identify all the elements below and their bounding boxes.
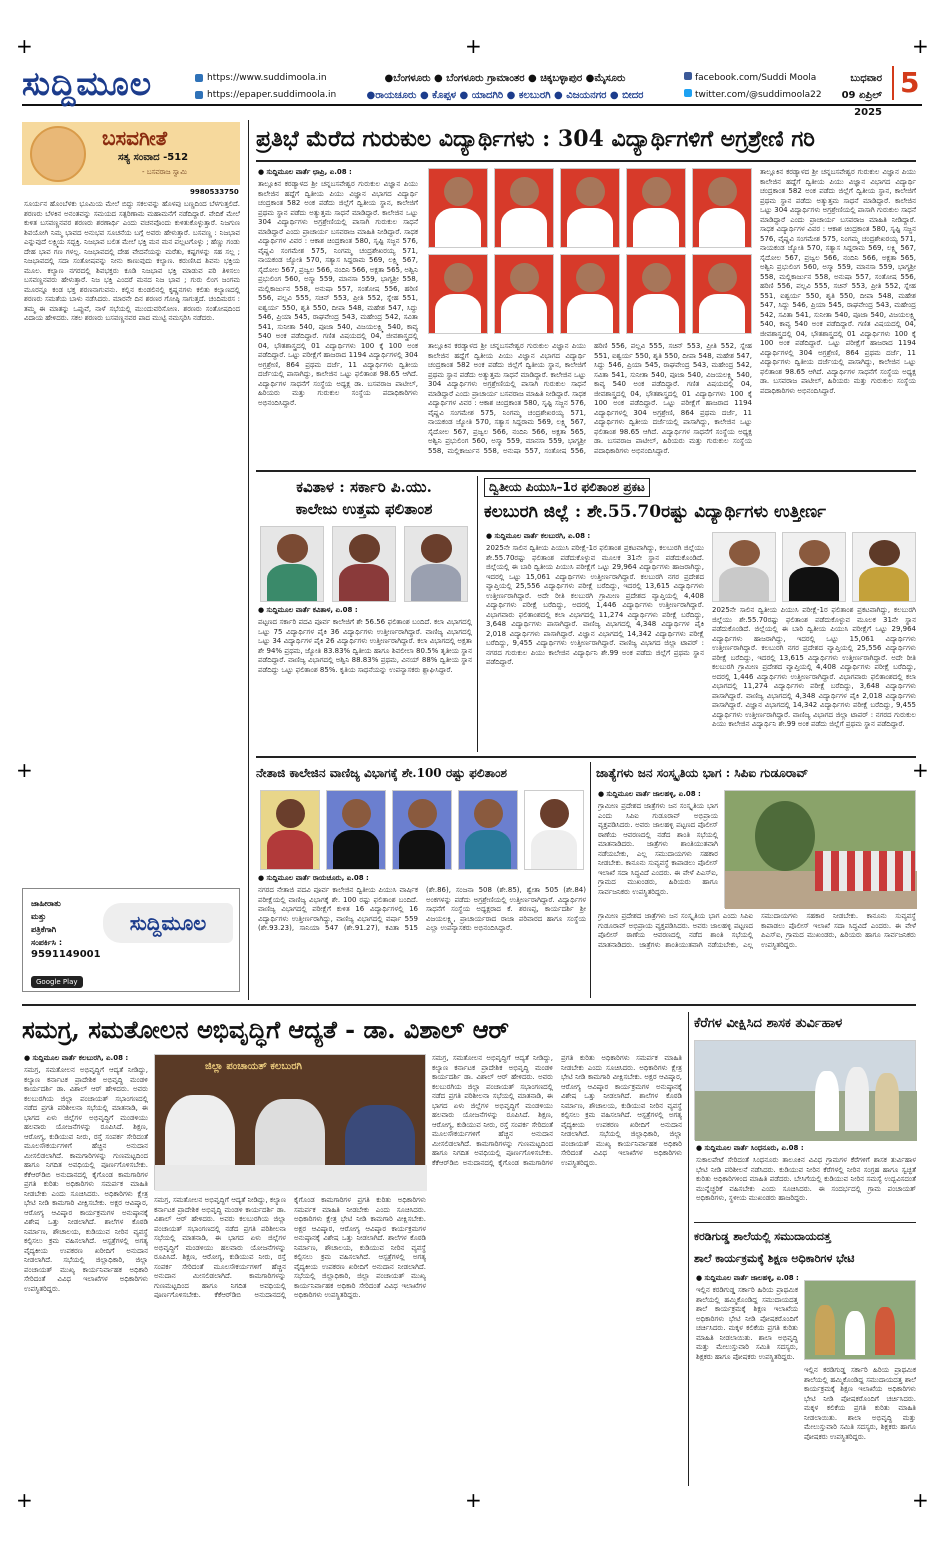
jati-body-lower: ಗ್ರಾಮೀಣ ಪ್ರದೇಶದ ಜಾತ್ರೆಗಳು ಜನ ಸಂಸ್ಕೃತಿಯ ಭಾಗ ಎಂದು ಸಿಪಿಐ ಗುಡೂರಾವ್ ಅಭಿಪ್ರಾಯ ವ್ಯಕ್ತಪಡಿಸಿದರು. ಅವರು ಜಾಲಹಳ್ಳಿ ಪಟ್ಟಣದ ಪೊಲೀಸ್ ಠಾಣೆಯ ಆವರಣದಲ್ಲಿ ನಡೆದ ಶಾಂತಿ ಸಭೆಯಲ್ಲಿ ಮಾತನಾಡಿದರು. ಜಾತ್ರೆಗಳು ಶಾಂತಿಯುತವಾಗಿ ನಡೆಯಬೇಕು, ಎಲ್ಲ ಸಮುದಾಯಗಳು ಸಹಕಾರ ನೀಡಬೇಕು. ಕಾನೂನು ಸುವ್ಯವಸ್ಥೆ ಕಾಪಾಡಲು ಪೊಲೀಸ್ ಇಲಾಖೆ ಸದಾ ಸಿದ್ಧವಿದೆ ಎಂದರು. ಈ ವೇಳೆ ಪಿಎಸ್ಐ, ಗ್ರಾಮದ ಮುಖಂಡರು, ಹಿರಿಯರು ಹಾಗೂ ಸಾರ್ವಜನಿಕರು ಉಪಸ್ಥಿತರಿದ್ದರು.	[598, 912, 916, 949]
student-photo	[494, 254, 554, 334]
section-rule	[694, 1222, 916, 1223]
kere-byline: ● ಸುದ್ದಿಮೂಲ ವಾರ್ತೆ ಸಿಂಧನೂರು, ಏ.08 :	[696, 1144, 804, 1152]
column-divider	[688, 1012, 689, 1486]
headline-rule	[256, 160, 916, 162]
basava-subtitle: ಸತ್ಯ ಸಂವಾದ -512	[118, 152, 189, 163]
registration-mark-top-left: +	[16, 34, 33, 58]
samagra-body-col3: ಸಮಗ್ರ, ಸಮತೋಲನ ಅಭಿವೃದ್ಧಿಗೆ ಆದ್ಯತೆ ನೀಡಿದ್ದು, ಕಲ್ಯಾಣ ಕರ್ನಾಟಕ ಪ್ರಾದೇಶಿಕ ಅಭಿವೃದ್ಧಿ ಮಂಡಳಿ ಕಾರ್ಯದರ್ಶಿ ಡಾ. ವಿಶಾಲ್ ಆರ್ ಹೇಳಿದರು. ಅವರು ಕಲಬುರಗಿಯ ಜಿಲ್ಲಾ ಪಂಚಾಯತ್ ಸಭಾಂಗಣದಲ್ಲಿ ನಡೆದ ಪ್ರಗತಿ ಪರಿಶೀಲನಾ ಸಭೆಯಲ್ಲಿ ಮಾತನಾಡಿ, ಈ ಭಾಗದ ಏಳು ಜಿಲ್ಲೆಗಳ ಅಭಿವೃದ್ಧಿಗೆ ಮಂಡಳಿಯು ಹಲವಾರು ಯೋಜನೆಗಳನ್ನು ರೂಪಿಸಿದೆ. ಶಿಕ್ಷಣ, ಆರೋಗ್ಯ, ಕುಡಿಯುವ ನೀರು, ರಸ್ತೆ ಸಂಪರ್ಕ ಸೇರಿದಂತೆ ಮೂಲಸೌಕರ್ಯಗಳಿಗೆ ಹೆಚ್ಚಿನ ಅನುದಾನ ಮೀಸಲಿಡಲಾಗಿದೆ. ಕಾಮಗಾರಿಗಳನ್ನು ಗುಣಮಟ್ಟದಿಂದ ಹಾಗೂ ನಿಗದಿತ ಅವಧಿಯಲ್ಲಿ ಪೂರ್ಣಗೊಳಿಸಬೇಕು. ಕೆಕೆಆರ್‌ಡಿಬಿ ಅನುದಾನದಲ್ಲಿ ಕೈಗೊಂಡ ಕಾಮಗಾರಿಗಳ ಪ್ರಗತಿ ಕುರಿತು ಅಧಿಕಾರಿಗಳು ಸಮರ್ಪಕ ಮಾಹಿತಿ ನೀಡಬೇಕು ಎಂದು ಸೂಚಿಸಿದರು. ಅಧಿಕಾರಿಗಳು ಕ್ಷೇತ್ರ ಭೇಟಿ ನೀಡಿ ಕಾಮಗಾರಿ ವೀಕ್ಷಿಸಬೇಕು. ಅಕ್ಷರ ಆವಿಷ್ಕಾರ, ಆರೋಗ್ಯ ಆವಿಷ್ಕಾರ ಕಾರ್ಯಕ್ರಮಗಳ ಅನುಷ್ಠಾನಕ್ಕೆ ವಿಶೇಷ ಒತ್ತು ನೀಡಲಾಗಿದೆ. ಶಾಲೆಗಳ ಕೊಠಡಿ ನಿರ್ಮಾಣ, ಶೌಚಾಲಯ, ಕುಡಿಯುವ ನೀರಿನ ವ್ಯವಸ್ಥೆ ಕಲ್ಪಿಸಲು ಕ್ರಮ ವಹಿಸಲಾಗಿದೆ. ಆಸ್ಪತ್ರೆಗಳಲ್ಲಿ ಅಗತ್ಯ ವೈದ್ಯಕೀಯ ಉಪಕರಣ ಖರೀದಿಗೆ ಅನುದಾನ ನೀಡಲಾಗಿದೆ. ಸಭೆಯಲ್ಲಿ ಜಿಲ್ಲಾಧಿಕಾರಿ, ಜಿಲ್ಲಾ ಪಂಚಾಯತ್ ಮುಖ್ಯ ಕಾರ್ಯನಿರ್ವಾಹಕ ಅಧಿಕಾರಿ ಸೇರಿದಂತೆ ವಿವಿಧ ಇಲಾಖೆಗಳ ಅಧಿಕಾರಿಗಳು ಉಪಸ್ಥಿತರಿದ್ದರು.	[432, 1054, 682, 1167]
kalaburagi-byline: ● ಸುದ್ದಿಮೂಲ ವಾರ್ತೆ ಕಲಬುರಗಿ, ಏ.08 :	[486, 532, 591, 540]
samagra-byline: ● ಸುದ್ದಿಮೂಲ ವಾರ್ತೆ ಕಲಬುರಗಿ, ಏ.08 :	[24, 1054, 129, 1062]
kalaburagi-headline: ಕಲಬುರಗಿ ಜಿಲ್ಲೆ : ಶೇ.55.70ರಷ್ಟು ವಿದ್ಯಾರ್ಥಿಗಳು ಉತ್ತೀರ್ಣ	[484, 502, 826, 522]
basava-author: - ಬಸವರಾಜ ಸ್ವಾಮಿ	[142, 168, 187, 176]
kavitala-student-photo	[332, 526, 396, 602]
ad-logo-banner: ಸುದ್ದಿಮೂಲ	[103, 903, 233, 943]
kalaburagi-student-photo	[782, 532, 846, 602]
facebook-link[interactable]: facebook.com/Suddi Moola	[684, 70, 822, 87]
website-links	[195, 70, 336, 104]
edition-towns	[340, 70, 670, 104]
student-photo	[428, 254, 488, 334]
kavitala-student-photo	[260, 526, 324, 602]
column-divider	[248, 120, 249, 1000]
google-play-badge[interactable]: Google Play	[31, 969, 83, 988]
section-rule	[256, 756, 916, 758]
jati-body: ಗ್ರಾಮೀಣ ಪ್ರದೇಶದ ಜಾತ್ರೆಗಳು ಜನ ಸಂಸ್ಕೃತಿಯ ಭಾಗ ಎಂದು ಸಿಪಿಐ ಗುಡೂರಾವ್ ಅಭಿಪ್ರಾಯ ವ್ಯಕ್ತಪಡಿಸಿದರು. ಅವರು ಜಾಲಹಳ್ಳಿ ಪಟ್ಟಣದ ಪೊಲೀಸ್ ಠಾಣೆಯ ಆವರಣದಲ್ಲಿ ನಡೆದ ಶಾಂತಿ ಸಭೆಯಲ್ಲಿ ಮಾತನಾಡಿದರು. ಜಾತ್ರೆಗಳು ಶಾಂತಿಯುತವಾಗಿ ನಡೆಯಬೇಕು, ಎಲ್ಲ ಸಮುದಾಯಗಳು ಸಹಕಾರ ನೀಡಬೇಕು. ಕಾನೂನು ಸುವ್ಯವಸ್ಥೆ ಕಾಪಾಡಲು ಪೊಲೀಸ್ ಇಲಾಖೆ ಸದಾ ಸಿದ್ಧವಿದೆ ಎಂದರು. ಈ ವೇಳೆ ಪಿಎಸ್ಐ, ಗ್ರಾಮದ ಮುಖಂಡರು, ಹಿರಿಯರು ಹಾಗೂ ಸಾರ್ವಜನಿಕರು ಉಪಸ್ಥಿತರಿದ್ದರು.	[598, 802, 718, 896]
column-divider	[590, 762, 591, 998]
main-body-right: ತಾಲ್ಲೂಕಿನ ಕರಡ್ಯಾಳದ ಶ್ರೀ ಚನ್ನಬಸವೇಶ್ವರ ಗುರುಕುಲ ವಿಜ್ಞಾನ ಪಿಯು ಕಾಲೇಜಿನ ಹದ್ದೆಗೆ ದ್ವಿತೀಯ ಪಿಯು ವಿಜ್ಞಾನ ವಿಭಾಗದ ವಿದ್ಯಾರ್ಥಿ ಚಂದ್ರಕಾಂತ 582 ಅಂಕ ಪಡೆದು ಜಿಲ್ಲೆಗೆ ದ್ವಿತೀಯ ಸ್ಥಾನ, ಕಾಲೇಜಿಗೆ ಪ್ರಥಮ ಸ್ಥಾನ ಪಡೆದು ಅತ್ಯುತ್ತಮ ಸಾಧನೆ ಮಾಡಿದ್ದಾರೆ. ಕಾಲೇಜಿನ ಒಟ್ಟು 304 ವಿದ್ಯಾರ್ಥಿಗಳು ಅಗ್ರಶ್ರೇಣಿಯಲ್ಲಿ ಪಾಸಾಗಿ ಗುರುಕುಲ ಸಾಧನೆ ಮಾಡಿದ್ದಾರೆ ಎಂದು ಪ್ರಾಚಾರ್ಯ ಬಸವರಾಜ ಮಾಹಿತಿ ನೀಡಿದ್ದಾರೆ. ಸಾಧಕ ವಿದ್ಯಾರ್ಥಿಗಳ ವಿವರ : ಆಕಾಶ ಚಿಂದ್ರಕಾಂತ 580, ಸೃಷ್ಟಿ ಸಜ್ಜನ 576, ವೈಷ್ಣವಿ ಸಂಗಮೇಶ 575, ನಿಂಗಮ್ಮ ಚಂದ್ರಶೇಖರಯ್ಯ 571, ನಾಯಕಂಡ ಜ್ಯೋತಿ 570, ಸತ್ಯಾಸ ಸಿದ್ದರಾಮ 569, ಲಕ್ಷ್ಮಿ 567, ಸೈದೋಲ 567, ಪ್ರಜ್ವಲ 566, ನಂದಿನಿ 566, ಅಕ್ಷತಾ 565, ಅಶ್ವಿನಿ ಪ್ರಭುಲಿಂಗ 560, ಅಸ್ಮಾ 559, ಮಾನಸಾ 559, ಭಾಗ್ಯಶ್ರೀ 558, ಮಲ್ಲಿಕಾರ್ಜುನ 558, ಅನುಷಾ 557, ಸಂತೋಷ 556, ಹರಿಣಿ 556, ಪಲ್ಲವಿ 555, ಸಚಿನ್ 553, ಪ್ರೀತಿ 552, ಸ್ನೇಹ 551, ಐಶ್ವರ್ಯ 550, ಶೃತಿ 550, ದೀಪಾ 548, ಮಹೇಶ 547, ಸಿದ್ದು 546, ಪ್ರಿಯಾ 545, ರಾಘವೇಂದ್ರ 543, ಮಹೇಂದ್ರ 542, ಸವಿತಾ 541, ಸುನೀತಾ 540, ಪೂಜಾ 540, ವಿಜಯಲಕ್ಷ್ಮಿ 540, ಕಾವ್ಯ 540 ಅಂಕ ಪಡೆದಿದ್ದಾರೆ. ಗಣಿತ ವಿಷಯದಲ್ಲಿ 04, ಜೀವಶಾಸ್ತ್ರದಲ್ಲಿ 04, ಭೌತಶಾಸ್ತ್ರದಲ್ಲಿ 01 ವಿದ್ಯಾರ್ಥಿಗಳು 100 ಕ್ಕೆ 100 ಅಂಕ ಪಡೆದಿದ್ದಾರೆ. ಒಟ್ಟು ಪರೀಕ್ಷೆಗೆ ಹಾಜರಾದ 1194 ವಿದ್ಯಾರ್ಥಿಗಳಲ್ಲಿ 304 ಅಗ್ರಶ್ರೇಣಿ, 864 ಪ್ರಥಮ ದರ್ಜೆ, 11 ವಿದ್ಯಾರ್ಥಿಗಳು ದ್ವಿತೀಯ ದರ್ಜೆಯಲ್ಲಿ ಪಾಸಾಗಿದ್ದು, ಕಾಲೇಜಿನ ಒಟ್ಟು ಫಲಿತಾಂಶ 98.65 ಆಗಿದೆ. ವಿದ್ಯಾರ್ಥಿಗಳ ಸಾಧನೆಗೆ ಸಂಸ್ಥೆಯ ಅಧ್ಯಕ್ಷ ಡಾ. ಬಸವರಾಜ ಪಾಟೀಲ್, ಹಿರಿಯರು ಮತ್ತು ಗುರುಕುಲ ಸಂಸ್ಥೆಯ ಪದಾಧಿಕಾರಿಗಳು ಅಭಿನಂದಿಸಿದ್ದಾರೆ.	[760, 168, 916, 395]
main-body-center: ತಾಲ್ಲೂಕಿನ ಕರಡ್ಯಾಳದ ಶ್ರೀ ಚನ್ನಬಸವೇಶ್ವರ ಗುರುಕುಲ ವಿಜ್ಞಾನ ಪಿಯು ಕಾಲೇಜಿನ ಹದ್ದೆಗೆ ದ್ವಿತೀಯ ಪಿಯು ವಿಜ್ಞಾನ ವಿಭಾಗದ ವಿದ್ಯಾರ್ಥಿ ಚಂದ್ರಕಾಂತ 582 ಅಂಕ ಪಡೆದು ಜಿಲ್ಲೆಗೆ ದ್ವಿತೀಯ ಸ್ಥಾನ, ಕಾಲೇಜಿಗೆ ಪ್ರಥಮ ಸ್ಥಾನ ಪಡೆದು ಅತ್ಯುತ್ತಮ ಸಾಧನೆ ಮಾಡಿದ್ದಾರೆ. ಕಾಲೇಜಿನ ಒಟ್ಟು 304 ವಿದ್ಯಾರ್ಥಿಗಳು ಅಗ್ರಶ್ರೇಣಿಯಲ್ಲಿ ಪಾಸಾಗಿ ಗುರುಕುಲ ಸಾಧನೆ ಮಾಡಿದ್ದಾರೆ ಎಂದು ಪ್ರಾಚಾರ್ಯ ಬಸವರಾಜ ಮಾಹಿತಿ ನೀಡಿದ್ದಾರೆ. ಸಾಧಕ ವಿದ್ಯಾರ್ಥಿಗಳ ವಿವರ : ಆಕಾಶ ಚಿಂದ್ರಕಾಂತ 580, ಸೃಷ್ಟಿ ಸಜ್ಜನ 576, ವೈಷ್ಣವಿ ಸಂಗಮೇಶ 575, ನಿಂಗಮ್ಮ ಚಂದ್ರಶೇಖರಯ್ಯ 571, ನಾಯಕಂಡ ಜ್ಯೋತಿ 570, ಸತ್ಯಾಸ ಸಿದ್ದರಾಮ 569, ಲಕ್ಷ್ಮಿ 567, ಸೈದೋಲ 567, ಪ್ರಜ್ವಲ 566, ನಂದಿನಿ 566, ಅಕ್ಷತಾ 565, ಅಶ್ವಿನಿ ಪ್ರಭುಲಿಂಗ 560, ಅಸ್ಮಾ 559, ಮಾನಸಾ 559, ಭಾಗ್ಯಶ್ರೀ 558, ಮಲ್ಲಿಕಾರ್ಜುನ 558, ಅನುಷಾ 557, ಸಂತೋಷ 556, ಹರಿಣಿ 556, ಪಲ್ಲವಿ 555, ಸಚಿನ್ 553, ಪ್ರೀತಿ 552, ಸ್ನೇಹ 551, ಐಶ್ವರ್ಯ 550, ಶೃತಿ 550, ದೀಪಾ 548, ಮಹೇಶ 547, ಸಿದ್ದು 546, ಪ್ರಿಯಾ 545, ರಾಘವೇಂದ್ರ 543, ಮಹೇಂದ್ರ 542, ಸವಿತಾ 541, ಸುನೀತಾ 540, ಪೂಜಾ 540, ವಿಜಯಲಕ್ಷ್ಮಿ 540, ಕಾವ್ಯ 540 ಅಂಕ ಪಡೆದಿದ್ದಾರೆ. ಗಣಿತ ವಿಷಯದಲ್ಲಿ 04, ಜೀವಶಾಸ್ತ್ರದಲ್ಲಿ 04, ಭೌತಶಾಸ್ತ್ರದಲ್ಲಿ 01 ವಿದ್ಯಾರ್ಥಿಗಳು 100 ಕ್ಕೆ 100 ಅಂಕ ಪಡೆದಿದ್ದಾರೆ. ಒಟ್ಟು ಪರೀಕ್ಷೆಗೆ ಹಾಜರಾದ 1194 ವಿದ್ಯಾರ್ಥಿಗಳಲ್ಲಿ 304 ಅಗ್ರಶ್ರೇಣಿ, 864 ಪ್ರಥಮ ದರ್ಜೆ, 11 ವಿದ್ಯಾರ್ಥಿಗಳು ದ್ವಿತೀಯ ದರ್ಜೆಯಲ್ಲಿ ಪಾಸಾಗಿದ್ದು, ಕಾಲೇಜಿನ ಒಟ್ಟು ಫಲಿತಾಂಶ 98.65 ಆಗಿದೆ. ವಿದ್ಯಾರ್ಥಿಗಳ ಸಾಧನೆಗೆ ಸಂಸ್ಥೆಯ ಅಧ್ಯಕ್ಷ ಡಾ. ಬಸವರಾಜ ಪಾಟೀಲ್, ಹಿರಿಯರು ಮತ್ತು ಗುರುಕುಲ ಸಂಸ್ಥೆಯ ಪದಾಧಿಕಾರಿಗಳು ಅಭಿನಂದಿಸಿದ್ದಾರೆ.	[428, 342, 752, 455]
tree-icon	[755, 801, 815, 871]
karadi-byline: ● ಸುದ್ದಿಮೂಲ ವಾರ್ತೆ ಜಾಲಹಳ್ಳಿ, ಏ.08 :	[696, 1274, 799, 1282]
samagra-body-col1: ಸಮಗ್ರ, ಸಮತೋಲನ ಅಭಿವೃದ್ಧಿಗೆ ಆದ್ಯತೆ ನೀಡಿದ್ದು, ಕಲ್ಯಾಣ ಕರ್ನಾಟಕ ಪ್ರಾದೇಶಿಕ ಅಭಿವೃದ್ಧಿ ಮಂಡಳಿ ಕಾರ್ಯದರ್ಶಿ ಡಾ. ವಿಶಾಲ್ ಆರ್ ಹೇಳಿದರು. ಅವರು ಕಲಬುರಗಿಯ ಜಿಲ್ಲಾ ಪಂಚಾಯತ್ ಸಭಾಂಗಣದಲ್ಲಿ ನಡೆದ ಪ್ರಗತಿ ಪರಿಶೀಲನಾ ಸಭೆಯಲ್ಲಿ ಮಾತನಾಡಿ, ಈ ಭಾಗದ ಏಳು ಜಿಲ್ಲೆಗಳ ಅಭಿವೃದ್ಧಿಗೆ ಮಂಡಳಿಯು ಹಲವಾರು ಯೋಜನೆಗಳನ್ನು ರೂಪಿಸಿದೆ. ಶಿಕ್ಷಣ, ಆರೋಗ್ಯ, ಕುಡಿಯುವ ನೀರು, ರಸ್ತೆ ಸಂಪರ್ಕ ಸೇರಿದಂತೆ ಮೂಲಸೌಕರ್ಯಗಳಿಗೆ ಹೆಚ್ಚಿನ ಅನುದಾನ ಮೀಸಲಿಡಲಾಗಿದೆ. ಕಾಮಗಾರಿಗಳನ್ನು ಗುಣಮಟ್ಟದಿಂದ ಹಾಗೂ ನಿಗದಿತ ಅವಧಿಯಲ್ಲಿ ಪೂರ್ಣಗೊಳಿಸಬೇಕು. ಕೆಕೆಆರ್‌ಡಿಬಿ ಅನುದಾನದಲ್ಲಿ ಕೈಗೊಂಡ ಕಾಮಗಾರಿಗಳ ಪ್ರಗತಿ ಕುರಿತು ಅಧಿಕಾರಿಗಳು ಸಮರ್ಪಕ ಮಾಹಿತಿ ನೀಡಬೇಕು ಎಂದು ಸೂಚಿಸಿದರು. ಅಧಿಕಾರಿಗಳು ಕ್ಷೇತ್ರ ಭೇಟಿ ನೀಡಿ ಕಾಮಗಾರಿ ವೀಕ್ಷಿಸಬೇಕು. ಅಕ್ಷರ ಆವಿಷ್ಕಾರ, ಆರೋಗ್ಯ ಆವಿಷ್ಕಾರ ಕಾರ್ಯಕ್ರಮಗಳ ಅನುಷ್ಠಾನಕ್ಕೆ ವಿಶೇಷ ಒತ್ತು ನೀಡಲಾಗಿದೆ. ಶಾಲೆಗಳ ಕೊಠಡಿ ನಿರ್ಮಾಣ, ಶೌಚಾಲಯ, ಕುಡಿಯುವ ನೀರಿನ ವ್ಯವಸ್ಥೆ ಕಲ್ಪಿಸಲು ಕ್ರಮ ವಹಿಸಲಾಗಿದೆ. ಆಸ್ಪತ್ರೆಗಳಲ್ಲಿ ಅಗತ್ಯ ವೈದ್ಯಕೀಯ ಉಪಕರಣ ಖರೀದಿಗೆ ಅನುದಾನ ನೀಡಲಾಗಿದೆ. ಸಭೆಯಲ್ಲಿ ಜಿಲ್ಲಾಧಿಕಾರಿ, ಜಿಲ್ಲಾ ಪಂಚಾಯತ್ ಮುಖ್ಯ ಕಾರ್ಯನಿರ್ವಾಹಕ ಅಧಿಕಾರಿ ಸೇರಿದಂತೆ ವಿವಿಧ ಇಲಾಖೆಗಳ ಅಧಿಕಾರಿಗಳು ಉಪಸ್ಥಿತರಿದ್ದರು.	[24, 1066, 148, 1293]
samagra-meeting-photo	[154, 1054, 426, 1190]
student-photo-grid	[428, 168, 752, 338]
registration-mark-bottom-left: +	[16, 1488, 33, 1512]
student-photo	[692, 168, 752, 248]
student-photo	[494, 168, 554, 248]
student-photo	[560, 254, 620, 334]
netaji-student-photo	[326, 790, 386, 870]
page-number: 5	[892, 66, 919, 100]
subscription-ad[interactable]	[22, 888, 240, 992]
kavitala-student-photo	[404, 526, 468, 602]
issue-date: ಬುಧವಾರ 09 ಏಪ್ರಿಲ್ 2025	[841, 73, 882, 118]
netaji-headline: ನೇತಾಜಿ ಕಾಲೇಜಿನ ವಾಣಿಜ್ಯ ವಿಭಾಗಕ್ಕೆ ಶೇ.100 ರಷ್ಟು ಫಲಿತಾಂಶ	[256, 766, 508, 780]
section-rule	[22, 1004, 916, 1006]
karadi-school-photo	[804, 1280, 916, 1360]
website-link[interactable]: https://www.suddimoola.in	[195, 70, 336, 87]
student-photo	[428, 168, 488, 248]
social-links	[684, 70, 822, 104]
kavitala-body: ಪಟ್ಟಣದ ಸರ್ಕಾರಿ ಪದವಿ ಪೂರ್ವ ಕಾಲೇಜಿಗೆ ಶೇ 56.56 ಫಲಿತಾಂಶ ಬಂದಿದೆ. ಕಲಾ ವಿಭಾಗದಲ್ಲಿ ಒಟ್ಟು 75 ವಿದ್ಯಾರ್ಥಿಗಳ ಪೈಕಿ 36 ವಿದ್ಯಾರ್ಥಿಗಳು ಉತ್ತೀರ್ಣರಾಗಿದ್ದಾರೆ. ವಾಣಿಜ್ಯ ವಿಭಾಗದಲ್ಲಿ ಒಟ್ಟು 34 ವಿದ್ಯಾರ್ಥಿಗಳ ಪೈಕಿ 26 ವಿದ್ಯಾರ್ಥಿಗಳು ಉತ್ತೀರ್ಣರಾಗಿದ್ದಾರೆ. ಕಲಾ ವಿಭಾಗದಲ್ಲಿ ಅಕ್ಷತಾ ಶೇ 94% ಪ್ರಥಮ, ಜ್ಯೋತಿ 83.83% ದ್ವಿತೀಯ ಹಾಗೂ ಶಿವಲೀಲಾ 80.5% ತೃತೀಯ ಸ್ಥಾನ ಪಡೆದಿದ್ದಾರೆ. ವಾಣಿಜ್ಯ ವಿಭಾಗದಲ್ಲಿ ಅಶ್ವಿನಿ 88.83% ಪ್ರಥಮ, ವಿನಯ್ 88% ದ್ವಿತೀಯ ಸ್ಥಾನ ಪಡೆದಿದ್ದು ಒಟ್ಟು ಫಲಿತಾಂಶ 85%. ಕೃತಿಯ ಸಾಧನೆಯನ್ನು ಉಪನ್ಯಾಸಕರು ಶ್ಲಾಘಿಸಿದ್ದಾರೆ.	[258, 618, 472, 674]
student-photo	[560, 168, 620, 248]
netaji-student-photo	[524, 790, 584, 870]
registration-mark-bottom-center: +	[465, 1488, 482, 1512]
column-divider	[477, 476, 478, 752]
registration-mark-bottom-right: +	[912, 1488, 929, 1512]
main-headline: ಪ್ರತಿಭೆ ಮೆರೆದ ಗುರುಕುಲ ವಿದ್ಯಾರ್ಥಿಗಳು : 304 ವಿದ್ಯಾರ್ಥಿಗಳಿಗೆ ಅಗ್ರಶ್ರೇಣಿ ಗರಿ	[256, 126, 815, 152]
kalaburagi-student-photo	[712, 532, 776, 602]
towns-line-2: ●ರಾಯಚೂರು ● ಕೊಪ್ಪಳ ● ಯಾದಗಿರಿ ● ಕಲಬುರಗಿ ● ವಿಜಯನಗರ ● ಬೀದರ	[366, 90, 644, 101]
globe-icon	[195, 74, 203, 82]
kere-headline: ಕೆರೆಗಳ ವೀಕ್ಷಿಸಿದ ಶಾಸಕ ತುರ್ವಿಹಾಳ	[694, 1016, 843, 1031]
student-photo	[626, 168, 686, 248]
twitter-link[interactable]: twitter.com/@suddimoola22	[684, 87, 822, 104]
netaji-student-photo	[260, 790, 320, 870]
student-photo	[626, 254, 686, 334]
netaji-byline: ● ಸುದ್ದಿಮೂಲ ವಾರ್ತೆ ರಾಯಚೂರು, ಏ.08 :	[258, 874, 369, 882]
jati-headline: ಜಾತ್ಯೆಗಳು ಜನ ಸಂಸ್ಕೃತಿಯ ಭಾಗ : ಸಿಪಿಐ ಗುಡೂರಾವ್	[596, 766, 809, 780]
netaji-student-photo	[392, 790, 452, 870]
section-rule	[256, 470, 916, 472]
basava-header-box	[22, 122, 240, 185]
portrait-icon	[30, 126, 86, 182]
karadi-headline: ಕರಡಿಗುಡ್ಡ ಶಾಲೆಯಲ್ಲಿ ಸಮುದಾಯದತ್ತ ಶಾಲೆ ಕಾರ್ಯಕ್ರಮಕ್ಕೆ ಶಿಕ್ಷಣ ಅಧಿಕಾರಿಗಳ ಭೇಟಿ	[694, 1230, 855, 1265]
netaji-student-photo	[458, 790, 518, 870]
ad-phone: 9591149001	[31, 949, 101, 960]
registration-mark-top-center: +	[465, 34, 482, 58]
epaper-link[interactable]: https://epaper.suddimoola.in	[195, 87, 336, 104]
jati-meeting-photo	[724, 790, 916, 908]
kalaburagi-kicker: ದ್ವಿತೀಯ ಪಿಯುಸಿ–1ರ ಫಲಿತಾಂಶ ಪ್ರಕಟ	[484, 478, 650, 497]
kalaburagi-body: 2025ನೇ ಸಾಲಿನ ದ್ವಿತೀಯ ಪಿಯುಸಿ ಪರೀಕ್ಷೆ-1ರ ಫಲಿತಾಂಶ ಪ್ರಕಟವಾಗಿದ್ದು, ಕಲಬುರಗಿ ಜಿಲ್ಲೆಯು ಶೇ.55.70ರಷ್ಟು ಫಲಿತಾಂಶ ಪಡೆದುಕೊಳ್ಳುವ ಮೂಲಕ 31ನೇ ಸ್ಥಾನ ಪಡೆದುಕೊಂಡಿದೆ. ಜಿಲ್ಲೆಯಲ್ಲಿ ಈ ಬಾರಿ ದ್ವಿತೀಯ ಪಿಯುಸಿ ಪರೀಕ್ಷೆಗೆ ಒಟ್ಟು 29,964 ವಿದ್ಯಾರ್ಥಿಗಳು ಹಾಜರಾಗಿದ್ದು, ಇದರಲ್ಲಿ ಒಟ್ಟು 15,061 ವಿದ್ಯಾರ್ಥಿಗಳು ಉತ್ತೀರ್ಣರಾಗಿದ್ದಾರೆ. ಕಲಬುರಗಿ ನಗರ ಪ್ರದೇಶದ ವ್ಯಾಪ್ತಿಯಲ್ಲಿ 25,556 ವಿದ್ಯಾರ್ಥಿಗಳು ಪರೀಕ್ಷೆ ಬರೆದಿದ್ದು, ಇದರಲ್ಲಿ 13,615 ವಿದ್ಯಾರ್ಥಿಗಳು ಉತ್ತೀರ್ಣರಾಗಿದ್ದಾರೆ. ಅದೇ ರೀತಿ ಕಲಬುರಗಿ ಗ್ರಾಮೀಣ ಪ್ರದೇಶದ ವ್ಯಾಪ್ತಿಯಲ್ಲಿ 4,408 ವಿದ್ಯಾರ್ಥಿಗಳು ಪರೀಕ್ಷೆ ಬರೆದಿದ್ದು, ಅದರಲ್ಲಿ 1,446 ವಿದ್ಯಾರ್ಥಿಗಳು ಉತ್ತೀರ್ಣರಾಗಿದ್ದಾರೆ. ವಿಭಾಗವಾರು ಫಲಿತಾಂಶದಲ್ಲಿ ಕಲಾ ವಿಭಾಗದಲ್ಲಿ 11,274 ವಿದ್ಯಾರ್ಥಿಗಳು ಪರೀಕ್ಷೆ ಬರೆದಿದ್ದು, 3,648 ವಿದ್ಯಾರ್ಥಿಗಳು ಪಾಸಾಗಿದ್ದಾರೆ. ವಾಣಿಜ್ಯ ವಿಭಾಗದಲ್ಲಿ 4,348 ವಿದ್ಯಾರ್ಥಿಗಳ ಪೈಕಿ 2,018 ವಿದ್ಯಾರ್ಥಿಗಳು ಪಾಸಾಗಿದ್ದಾರೆ. ವಿಜ್ಞಾನ ವಿಭಾಗದಲ್ಲಿ 14,342 ವಿದ್ಯಾರ್ಥಿಗಳು ಪರೀಕ್ಷೆ ಬರೆದಿದ್ದು, 9,455 ವಿದ್ಯಾರ್ಥಿಗಳು ಉತ್ತೀರ್ಣರಾಗಿದ್ದಾರೆ. ವಾಣಿಜ್ಯ ವಿಭಾಗದ ಜಿಲ್ಲಾ ಟಾಪರ್ : ನಗರದ ಗುರುಕುಲ ಪಿಯು ಕಾಲೇಜಿನ ವಿದ್ಯಾರ್ಥಿನಿ ಶೇ.99 ಅಂಕ ಪಡೆದು ಜಿಲ್ಲೆಗೆ ಪ್ರಥಮ ಸ್ಥಾನ ಪಡೆದಿದ್ದಾರೆ.	[486, 544, 704, 666]
kere-inspection-photo	[694, 1040, 916, 1140]
registration-mark-top-right: +	[912, 34, 929, 58]
facebook-icon	[684, 72, 692, 80]
samagra-banner: ಜಿಲ್ಲಾ ಪಂಚಾಯತ್ ಕಲಬುರಗಿ	[205, 1061, 303, 1072]
karadi-body-right: ಇಲ್ಲಿನ ಕರಡಿಗುಡ್ಡ ಸರ್ಕಾರಿ ಹಿರಿಯ ಪ್ರಾಥಮಿಕ ಶಾಲೆಯಲ್ಲಿ ಹಮ್ಮಿಕೊಂಡಿದ್ದ ಸಮುದಾಯದತ್ತ ಶಾಲೆ ಕಾರ್ಯಕ್ರಮಕ್ಕೆ ಶಿಕ್ಷಣ ಇಲಾಖೆಯ ಅಧಿಕಾರಿಗಳು ಭೇಟಿ ನೀಡಿ ಪೋಷಕರೊಂದಿಗೆ ಚರ್ಚಿಸಿದರು. ಮಕ್ಕಳ ಕಲಿಕೆಯ ಪ್ರಗತಿ ಕುರಿತು ಮಾಹಿತಿ ನೀಡಲಾಯಿತು. ಶಾಲಾ ಅಭಿವೃದ್ಧಿ ಮತ್ತು ಮೇಲುಸ್ತುವಾರಿ ಸಮಿತಿ ಸದಸ್ಯರು, ಶಿಕ್ಷಕರು ಹಾಗೂ ಪೋಷಕರು ಉಪಸ್ಥಿತರಿದ್ದರು.	[804, 1366, 916, 1441]
globe-icon	[195, 91, 203, 99]
main-body-left: ತಾಲ್ಲೂಕಿನ ಕರಡ್ಯಾಳದ ಶ್ರೀ ಚನ್ನಬಸವೇಶ್ವರ ಗುರುಕುಲ ವಿಜ್ಞಾನ ಪಿಯು ಕಾಲೇಜಿನ ಹದ್ದೆಗೆ ದ್ವಿತೀಯ ಪಿಯು ವಿಜ್ಞಾನ ವಿಭಾಗದ ವಿದ್ಯಾರ್ಥಿ ಚಂದ್ರಕಾಂತ 582 ಅಂಕ ಪಡೆದು ಜಿಲ್ಲೆಗೆ ದ್ವಿತೀಯ ಸ್ಥಾನ, ಕಾಲೇಜಿಗೆ ಪ್ರಥಮ ಸ್ಥಾನ ಪಡೆದು ಅತ್ಯುತ್ತಮ ಸಾಧನೆ ಮಾಡಿದ್ದಾರೆ. ಕಾಲೇಜಿನ ಒಟ್ಟು 304 ವಿದ್ಯಾರ್ಥಿಗಳು ಅಗ್ರಶ್ರೇಣಿಯಲ್ಲಿ ಪಾಸಾಗಿ ಗುರುಕುಲ ಸಾಧನೆ ಮಾಡಿದ್ದಾರೆ ಎಂದು ಪ್ರಾಚಾರ್ಯ ಬಸವರಾಜ ಮಾಹಿತಿ ನೀಡಿದ್ದಾರೆ. ಸಾಧಕ ವಿದ್ಯಾರ್ಥಿಗಳ ವಿವರ : ಆಕಾಶ ಚಿಂದ್ರಕಾಂತ 580, ಸೃಷ್ಟಿ ಸಜ್ಜನ 576, ವೈಷ್ಣವಿ ಸಂಗಮೇಶ 575, ನಿಂಗಮ್ಮ ಚಂದ್ರಶೇಖರಯ್ಯ 571, ನಾಯಕಂಡ ಜ್ಯೋತಿ 570, ಸತ್ಯಾಸ ಸಿದ್ದರಾಮ 569, ಲಕ್ಷ್ಮಿ 567, ಸೈದೋಲ 567, ಪ್ರಜ್ವಲ 566, ನಂದಿನಿ 566, ಅಕ್ಷತಾ 565, ಅಶ್ವಿನಿ ಪ್ರಭುಲಿಂಗ 560, ಅಸ್ಮಾ 559, ಮಾನಸಾ 559, ಭಾಗ್ಯಶ್ರೀ 558, ಮಲ್ಲಿಕಾರ್ಜುನ 558, ಅನುಷಾ 557, ಸಂತೋಷ 556, ಹರಿಣಿ 556, ಪಲ್ಲವಿ 555, ಸಚಿನ್ 553, ಪ್ರೀತಿ 552, ಸ್ನೇಹ 551, ಐಶ್ವರ್ಯ 550, ಶೃತಿ 550, ದೀಪಾ 548, ಮಹೇಶ 547, ಸಿದ್ದು 546, ಪ್ರಿಯಾ 545, ರಾಘವೇಂದ್ರ 543, ಮಹೇಂದ್ರ 542, ಸವಿತಾ 541, ಸುನೀತಾ 540, ಪೂಜಾ 540, ವಿಜಯಲಕ್ಷ್ಮಿ 540, ಕಾವ್ಯ 540 ಅಂಕ ಪಡೆದಿದ್ದಾರೆ. ಗಣಿತ ವಿಷಯದಲ್ಲಿ 04, ಜೀವಶಾಸ್ತ್ರದಲ್ಲಿ 04, ಭೌತಶಾಸ್ತ್ರದಲ್ಲಿ 01 ವಿದ್ಯಾರ್ಥಿಗಳು 100 ಕ್ಕೆ 100 ಅಂಕ ಪಡೆದಿದ್ದಾರೆ. ಒಟ್ಟು ಪರೀಕ್ಷೆಗೆ ಹಾಜರಾದ 1194 ವಿದ್ಯಾರ್ಥಿಗಳಲ್ಲಿ 304 ಅಗ್ರಶ್ರೇಣಿ, 864 ಪ್ರಥಮ ದರ್ಜೆ, 11 ವಿದ್ಯಾರ್ಥಿಗಳು ದ್ವಿತೀಯ ದರ್ಜೆಯಲ್ಲಿ ಪಾಸಾಗಿದ್ದು, ಕಾಲೇಜಿನ ಒಟ್ಟು ಫಲಿತಾಂಶ 98.65 ಆಗಿದೆ. ವಿದ್ಯಾರ್ಥಿಗಳ ಸಾಧನೆಗೆ ಸಂಸ್ಥೆಯ ಅಧ್ಯಕ್ಷ ಡಾ. ಬಸವರಾಜ ಪಾಟೀಲ್, ಹಿರಿಯರು ಮತ್ತು ಗುರುಕುಲ ಸಂಸ್ಥೆಯ ಪದಾಧಿಕಾರಿಗಳು ಅಭಿನಂದಿಸಿದ್ದಾರೆ.	[258, 180, 418, 407]
kalaburagi-student-photo	[852, 532, 916, 602]
basava-title: ಬಸವಗೀತೆ	[102, 126, 168, 150]
registration-mark-mid-left: +	[16, 758, 33, 782]
kere-body: ಸುಕಾಲಪೇಟೆ ಸೇರಿದಂತೆ ಸಿಂಧನೂರು ತಾಲೂಕಿನ ವಿವಿಧ ಗ್ರಾಮಗಳ ಕೆರೆಗಳಿಗೆ ಶಾಸಕ ತುರ್ವಿಹಾಳ ಭೇಟಿ ನೀಡಿ ಪರಿಶೀಲನೆ ನಡೆಸಿದರು. ಕುಡಿಯುವ ನೀರಿನ ಕೆರೆಗಳಲ್ಲಿ ನೀರಿನ ಸಂಗ್ರಹ ಹಾಗೂ ಸ್ವಚ್ಛತೆ ಕುರಿತು ಅಧಿಕಾರಿಗಳಿಂದ ಮಾಹಿತಿ ಪಡೆದರು. ಬೇಸಿಗೆಯಲ್ಲಿ ಕುಡಿಯುವ ನೀರಿನ ಸಮಸ್ಯೆ ಉದ್ಭವಿಸದಂತೆ ಮುನ್ನೆಚ್ಚರಿಕೆ ವಹಿಸಬೇಕು ಎಂದು ಸೂಚಿಸಿದರು. ಈ ಸಂದರ್ಭದಲ್ಲಿ ಗ್ರಾಮ ಪಂಚಾಯತ್ ಅಧಿಕಾರಿಗಳು, ಸ್ಥಳೀಯ ಮುಖಂಡರು ಹಾಜರಿದ್ದರು.	[696, 1156, 916, 1202]
kavitala-headline: ಕವಿತಾಳ : ಸರ್ಕಾರಿ ಪಿ.ಯು. ಕಾಲೇಜು ಉತ್ತಮ ಫಲಿತಾಂಶ	[295, 478, 433, 518]
masthead-logo[interactable]: ಸುದ್ದಿಮೂಲ	[22, 64, 153, 103]
ad-label: ಜಾಹೀರಾತು ಮತ್ತು ಪತ್ರಿಕೆಗಾಗಿ ಸಂಪರ್ಕಿಸಿ :	[31, 899, 63, 947]
kavitala-byline: ● ಸುದ್ದಿಮೂಲ ವಾರ್ತೆ ಕವಿತಾಳ, ಏ.08 :	[258, 606, 358, 614]
karadi-body: ಇಲ್ಲಿನ ಕರಡಿಗುಡ್ಡ ಸರ್ಕಾರಿ ಹಿರಿಯ ಪ್ರಾಥಮಿಕ ಶಾಲೆಯಲ್ಲಿ ಹಮ್ಮಿಕೊಂಡಿದ್ದ ಸಮುದಾಯದತ್ತ ಶಾಲೆ ಕಾರ್ಯಕ್ರಮಕ್ಕೆ ಶಿಕ್ಷಣ ಇಲಾಖೆಯ ಅಧಿಕಾರಿಗಳು ಭೇಟಿ ನೀಡಿ ಪೋಷಕರೊಂದಿಗೆ ಚರ್ಚಿಸಿದರು. ಮಕ್ಕಳ ಕಲಿಕೆಯ ಪ್ರಗತಿ ಕುರಿತು ಮಾಹಿತಿ ನೀಡಲಾಯಿತು. ಶಾಲಾ ಅಭಿವೃದ್ಧಿ ಮತ್ತು ಮೇಲುಸ್ತುವಾರಿ ಸಮಿತಿ ಸದಸ್ಯರು, ಶಿಕ್ಷಕರು ಹಾಗೂ ಪೋಷಕರು ಉಪಸ್ಥಿತರಿದ್ದರು.	[696, 1286, 798, 1361]
twitter-icon	[684, 89, 692, 97]
kalaburagi-body-right: 2025ನೇ ಸಾಲಿನ ದ್ವಿತೀಯ ಪಿಯುಸಿ ಪರೀಕ್ಷೆ-1ರ ಫಲಿತಾಂಶ ಪ್ರಕಟವಾಗಿದ್ದು, ಕಲಬುರಗಿ ಜಿಲ್ಲೆಯು ಶೇ.55.70ರಷ್ಟು ಫಲಿತಾಂಶ ಪಡೆದುಕೊಳ್ಳುವ ಮೂಲಕ 31ನೇ ಸ್ಥಾನ ಪಡೆದುಕೊಂಡಿದೆ. ಜಿಲ್ಲೆಯಲ್ಲಿ ಈ ಬಾರಿ ದ್ವಿತೀಯ ಪಿಯುಸಿ ಪರೀಕ್ಷೆಗೆ ಒಟ್ಟು 29,964 ವಿದ್ಯಾರ್ಥಿಗಳು ಹಾಜರಾಗಿದ್ದು, ಇದರಲ್ಲಿ ಒಟ್ಟು 15,061 ವಿದ್ಯಾರ್ಥಿಗಳು ಉತ್ತೀರ್ಣರಾಗಿದ್ದಾರೆ. ಕಲಬುರಗಿ ನಗರ ಪ್ರದೇಶದ ವ್ಯಾಪ್ತಿಯಲ್ಲಿ 25,556 ವಿದ್ಯಾರ್ಥಿಗಳು ಪರೀಕ್ಷೆ ಬರೆದಿದ್ದು, ಇದರಲ್ಲಿ 13,615 ವಿದ್ಯಾರ್ಥಿಗಳು ಉತ್ತೀರ್ಣರಾಗಿದ್ದಾರೆ. ಅದೇ ರೀತಿ ಕಲಬುರಗಿ ಗ್ರಾಮೀಣ ಪ್ರದೇಶದ ವ್ಯಾಪ್ತಿಯಲ್ಲಿ 4,408 ವಿದ್ಯಾರ್ಥಿಗಳು ಪರೀಕ್ಷೆ ಬರೆದಿದ್ದು, ಅದರಲ್ಲಿ 1,446 ವಿದ್ಯಾರ್ಥಿಗಳು ಉತ್ತೀರ್ಣರಾಗಿದ್ದಾರೆ. ವಿಭಾಗವಾರು ಫಲಿತಾಂಶದಲ್ಲಿ ಕಲಾ ವಿಭಾಗದಲ್ಲಿ 11,274 ವಿದ್ಯಾರ್ಥಿಗಳು ಪರೀಕ್ಷೆ ಬರೆದಿದ್ದು, 3,648 ವಿದ್ಯಾರ್ಥಿಗಳು ಪಾಸಾಗಿದ್ದಾರೆ. ವಾಣಿಜ್ಯ ವಿಭಾಗದಲ್ಲಿ 4,348 ವಿದ್ಯಾರ್ಥಿಗಳ ಪೈಕಿ 2,018 ವಿದ್ಯಾರ್ಥಿಗಳು ಪಾಸಾಗಿದ್ದಾರೆ. ವಿಜ್ಞಾನ ವಿಭಾಗದಲ್ಲಿ 14,342 ವಿದ್ಯಾರ್ಥಿಗಳು ಪರೀಕ್ಷೆ ಬರೆದಿದ್ದು, 9,455 ವಿದ್ಯಾರ್ಥಿಗಳು ಉತ್ತೀರ್ಣರಾಗಿದ್ದಾರೆ. ವಾಣಿಜ್ಯ ವಿಭಾಗದ ಜಿಲ್ಲಾ ಟಾಪರ್ : ನಗರದ ಗುರುಕುಲ ಪಿಯು ಕಾಲೇಜಿನ ವಿದ್ಯಾರ್ಥಿನಿ ಶೇ.99 ಅಂಕ ಪಡೆದು ಜಿಲ್ಲೆಗೆ ಪ್ರಥಮ ಸ್ಥಾನ ಪಡೆದಿದ್ದಾರೆ.	[712, 606, 916, 728]
basava-phone: 9980533750	[190, 188, 239, 196]
towns-line-1: ●ಬೆಂಗಳೂರು ● ಬೆಂಗಳೂರು ಗ್ರಾಮಾಂತರ ● ಚಿಕ್ಕಬಳ್ಳಾಪುರ ●ಮೈಸೂರು	[384, 73, 626, 84]
netaji-body: ನಗರದ ನೇತಾಜಿ ಪದವಿ ಪೂರ್ವ ಕಾಲೇಜಿನ ದ್ವಿತೀಯ ಪಿಯುಸಿ ವಾರ್ಷಿಕ ಪರೀಕ್ಷೆಯಲ್ಲಿ ವಾಣಿಜ್ಯ ವಿಭಾಗಕ್ಕೆ ಶೇ. 100 ರಷ್ಟು ಫಲಿತಾಂಶ ಬಂದಿದೆ. ವಾಣಿಜ್ಯ ವಿಭಾಗದಲ್ಲಿ ಪರೀಕ್ಷೆಗೆ ಕುಳಿತ 16 ವಿದ್ಯಾರ್ಥಿಗಳಲ್ಲಿ 16 ವಿದ್ಯಾರ್ಥಿಗಳು ಉತ್ತೀರ್ಣರಾಗಿದ್ದು, ವಾಣಿಜ್ಯ ವಿಭಾಗದಲ್ಲಿ ವರ್ಷಾ 559 (ಶೇ.93.23), ಸಾನಿಯಾ 547 (ಶೇ.91.27), ಕವಿತಾ 515 (ಶೇ.86), ಸಂಜನಾ 508 (ಶೇ.85), ಶ್ವೇತಾ 505 (ಶೇ.84) ಅಂಕಗಳನ್ನು ಪಡೆದು ಅಗ್ರಶ್ರೇಣಿಯಲ್ಲಿ ಉತ್ತೀರ್ಣರಾಗಿದ್ದಾರೆ. ವಿದ್ಯಾರ್ಥಿಗಳ ಸಾಧನೆಗೆ ಸಂಸ್ಥೆಯ ಅಧ್ಯಕ್ಷರಾದ ಕೆ. ಶರಣಪ್ಪ, ಕಾರ್ಯದರ್ಶಿ ಶ್ರೀ ವಿಜಯಲಕ್ಷ್ಮಿ, ಪ್ರಾಚಾರ್ಯರಾದ ರಾಜಾ ಪರಿವಾರದ ಹಾಗೂ ಸಂಸ್ಥೆಯ ಎಲ್ಲಾ ಉಪನ್ಯಾಸಕರು ಅಭಿನಂದಿಸಿದ್ದಾರೆ.	[258, 886, 586, 932]
basava-body: ಸೂರ್ಯನ ಹೊಂಬೆಳಕು ಭೂಮಿಯ ಮೇಲೆ ಬಿದ್ದು ಸಕಲವನ್ನು ಹೊಳಪು ಬಣ್ಣದಿಂದ ಬೆಳಗುತ್ತಲಿದೆ. ಶರಣರು ಬೆಳಕಿನ ಅನಂತವನ್ನು ಸಮಯದ ಸತ್ಪರಿಣಾಮ ಮಹಾಮನೆಗೆ ನಡೆದಿದ್ದಾರೆ. ವೇದಿಕೆ ಮೇಲೆ ಕುಳಿತ ಬಸವಣ್ಣನವರ ಶರಣರು ಶರಣಾರ್ಥಿ ಎಂದು ವಚನವೊಂದು ಕುಳಿತುಕೊಳ್ಳುತ್ತಾರೆ. ನಿಜಗುಣ ಶಿವಯೋಗಿ ನಿಮ್ಮ ಭಾವದ ಅನುಭವ ಸೂಚನೆಯ ಬಗ್ಗೆ ಅವರು ಹೇಳುತ್ತಾರೆ. ಬಸವಣ್ಣ : ನಿಜಭಾವ ಎನ್ನುವುದೆ ಲಕ್ಷ್ಮಿಯ ಸದ್ಭಕ್ತಿ. ನಿಜಭಾವ ಬಲಿತ ಮೇಲೆ ಭಕ್ತಿ ಮನ ಮನ ಪಲ್ಲಟಗೊಳ್ಳು ; ಹೆಣ್ಣು ಗಂಡು ದೇಹ ಭಾವ ಗಣ ಗಳಲ್ಲ. ನಿಜಭಾವದಲ್ಲಿ ದೇಹ ವೇದನೆಯನ್ನು ಮರೆತು, ಕಷ್ಟಗಳನ್ನು ಸಹ ಸಲ್ಲ ; ನಿಜಭಾವದಲ್ಲಿ ಸದಾ ಸಂತೋಷವನ್ನು ನೀನು ಕಾಣುವುದು ಕಲ್ಯಾಣ. ಕರುಣಿಸಿದ ಶಿವನು ಭಕ್ತಿಯ ಮೂಲ. ಕಲ್ಯಾಣ ನಗರದಲ್ಲಿ ಶಿವಭಕ್ತರು ಕೂಡಿ ನಿಜಭಾವ ಭಕ್ತಿ ಮಾಡುವ ಪರಿ ತಿಳಿಸಲು ಬಸವಣ್ಣನವರು ಹೇಳುತ್ತಾರೆ. ನಿಜ ಭಕ್ತಿ ಎಂದರೆ ಮನದ ನಿಜ ಭಾವ ; ಗುರು ಲಿಂಗ ಜಂಗಮ ಮೂರನ್ನೂ ಕಂಡ ಭಕ್ತ ಶರಣನಾಗುವನು. ಕಲ್ಲಿನ ಕುಂಡಲಿನಲ್ಲಿ ಕೃಷ್ಣನಗಳು ಕಲಿತು ಕಲ್ಯಾಣದಲ್ಲಿ ಶರಣರು ಸಮತೆಯ ಬಾಳು ನಡೆಸಿದರು. ಮಾರನೇ ದಿನ ಶರಣರ ಗೋಷ್ಠಿ ಸಾಗುತ್ತದೆ. ಚಂದಿಮರಸ : ತಮ್ಮ ಈ ಮಾತನ್ನು ಒಪ್ಪುವೆ, ನಾಳೆ ಸಭೆಯಲ್ಲಿ ಮುಂದುವರಿಸೋಣ. ಶರಣರು ಸಂತೋಷದಿಂದ ವಿದಾಯ ಹೇಳಿದರು. ಸಕಲ ಶರಣರು ಬಸವಣ್ಣನವರ ಪಾದ ಮುಟ್ಟಿ ನಮಸ್ಕರಿಸಿ ನಡೆದರು.	[24, 200, 240, 322]
jati-byline: ● ಸುದ್ದಿಮೂಲ ವಾರ್ತೆ ಜಾಲಹಳ್ಳಿ, ಏ.08 :	[598, 790, 701, 798]
student-photo	[692, 254, 752, 334]
samagra-body-col2: ಸಮಗ್ರ, ಸಮತೋಲನ ಅಭಿವೃದ್ಧಿಗೆ ಆದ್ಯತೆ ನೀಡಿದ್ದು, ಕಲ್ಯಾಣ ಕರ್ನಾಟಕ ಪ್ರಾದೇಶಿಕ ಅಭಿವೃದ್ಧಿ ಮಂಡಳಿ ಕಾರ್ಯದರ್ಶಿ ಡಾ. ವಿಶಾಲ್ ಆರ್ ಹೇಳಿದರು. ಅವರು ಕಲಬುರಗಿಯ ಜಿಲ್ಲಾ ಪಂಚಾಯತ್ ಸಭಾಂಗಣದಲ್ಲಿ ನಡೆದ ಪ್ರಗತಿ ಪರಿಶೀಲನಾ ಸಭೆಯಲ್ಲಿ ಮಾತನಾಡಿ, ಈ ಭಾಗದ ಏಳು ಜಿಲ್ಲೆಗಳ ಅಭಿವೃದ್ಧಿಗೆ ಮಂಡಳಿಯು ಹಲವಾರು ಯೋಜನೆಗಳನ್ನು ರೂಪಿಸಿದೆ. ಶಿಕ್ಷಣ, ಆರೋಗ್ಯ, ಕುಡಿಯುವ ನೀರು, ರಸ್ತೆ ಸಂಪರ್ಕ ಸೇರಿದಂತೆ ಮೂಲಸೌಕರ್ಯಗಳಿಗೆ ಹೆಚ್ಚಿನ ಅನುದಾನ ಮೀಸಲಿಡಲಾಗಿದೆ. ಕಾಮಗಾರಿಗಳನ್ನು ಗುಣಮಟ್ಟದಿಂದ ಹಾಗೂ ನಿಗದಿತ ಅವಧಿಯಲ್ಲಿ ಪೂರ್ಣಗೊಳಿಸಬೇಕು. ಕೆಕೆಆರ್‌ಡಿಬಿ ಅನುದಾನದಲ್ಲಿ ಕೈಗೊಂಡ ಕಾಮಗಾರಿಗಳ ಪ್ರಗತಿ ಕುರಿತು ಅಧಿಕಾರಿಗಳು ಸಮರ್ಪಕ ಮಾಹಿತಿ ನೀಡಬೇಕು ಎಂದು ಸೂಚಿಸಿದರು. ಅಧಿಕಾರಿಗಳು ಕ್ಷೇತ್ರ ಭೇಟಿ ನೀಡಿ ಕಾಮಗಾರಿ ವೀಕ್ಷಿಸಬೇಕು. ಅಕ್ಷರ ಆವಿಷ್ಕಾರ, ಆರೋಗ್ಯ ಆವಿಷ್ಕಾರ ಕಾರ್ಯಕ್ರಮಗಳ ಅನುಷ್ಠಾನಕ್ಕೆ ವಿಶೇಷ ಒತ್ತು ನೀಡಲಾಗಿದೆ. ಶಾಲೆಗಳ ಕೊಠಡಿ ನಿರ್ಮಾಣ, ಶೌಚಾಲಯ, ಕುಡಿಯುವ ನೀರಿನ ವ್ಯವಸ್ಥೆ ಕಲ್ಪಿಸಲು ಕ್ರಮ ವಹಿಸಲಾಗಿದೆ. ಆಸ್ಪತ್ರೆಗಳಲ್ಲಿ ಅಗತ್ಯ ವೈದ್ಯಕೀಯ ಉಪಕರಣ ಖರೀದಿಗೆ ಅನುದಾನ ನೀಡಲಾಗಿದೆ. ಸಭೆಯಲ್ಲಿ ಜಿಲ್ಲಾಧಿಕಾರಿ, ಜಿಲ್ಲಾ ಪಂಚಾಯತ್ ಮುಖ್ಯ ಕಾರ್ಯನಿರ್ವಾಹಕ ಅಧಿಕಾರಿ ಸೇರಿದಂತೆ ವಿವಿಧ ಇಲಾಖೆಗಳ ಅಧಿಕಾರಿಗಳು ಉಪಸ್ಥಿತರಿದ್ದರು.	[154, 1196, 426, 1299]
main-byline: ● ಸುದ್ದಿಮೂಲ ವಾರ್ತೆ ಛಾಪ್ರಿ, ಏ.08 :	[258, 168, 352, 176]
registration-mark-mid-right: +	[912, 758, 929, 782]
samagra-headline: ಸಮಗ್ರ, ಸಮತೋಲನ ಅಭಿವೃದ್ಧಿಗೆ ಆದ್ಯತೆ - ಡಾ. ವಿಶಾಲ್ ಆರ್	[22, 1015, 510, 1044]
